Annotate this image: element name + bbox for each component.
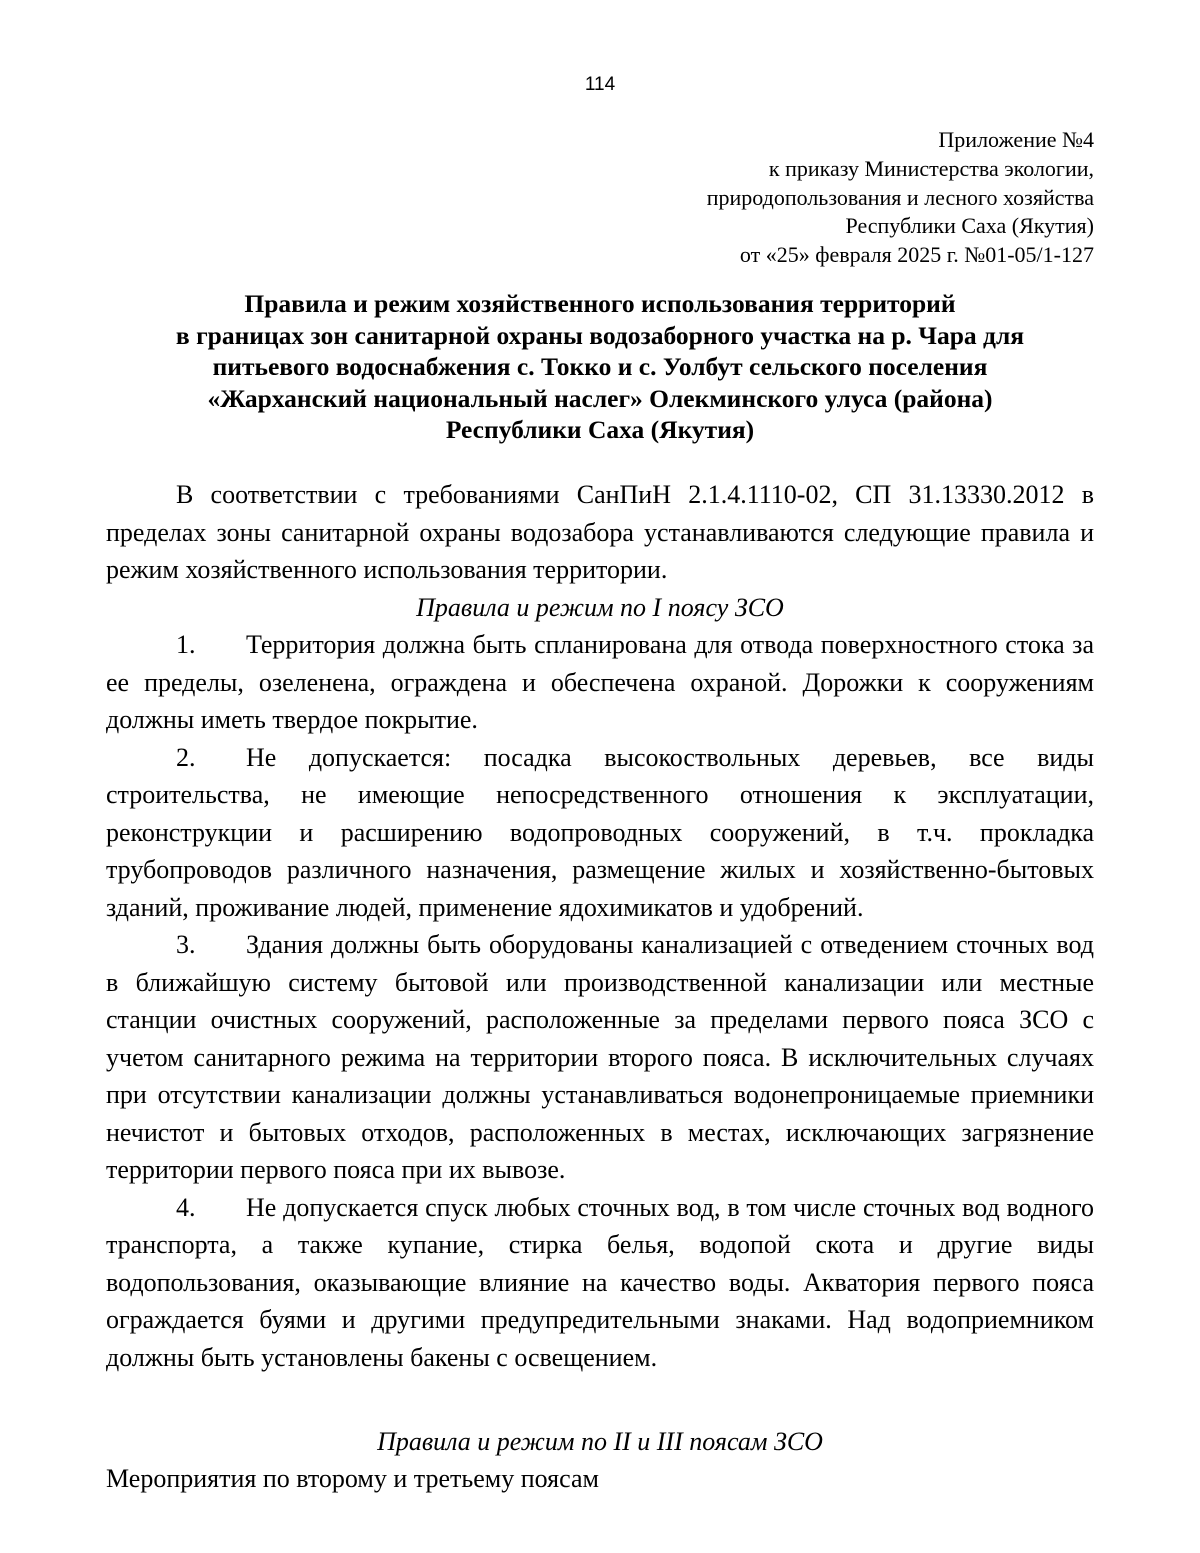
list-item: [106, 739, 1094, 927]
appendix-line: к приказу Министерства экологии,: [768, 155, 1094, 181]
document-body: [106, 476, 1094, 1376]
section-heading-zone-2-3: Правила и режим по II и III поясам ЗСО: [377, 1427, 823, 1456]
intro-paragraph: В соответствии с требованиями СанПиН 2.1.4.1110-02, СП 31.13330.2012 в пределах зоны санитарной охраны водозабора устанавливаются следующие правила и режим хозяйственного использования территории.: [106, 480, 1094, 584]
appendix-line: Республики Саха (Якутия): [845, 213, 1094, 239]
appendix-header: [707, 126, 1094, 270]
list-item: [106, 1189, 1094, 1377]
document-title: [106, 288, 1094, 446]
list-item: [106, 626, 1094, 739]
title-line: Правила и режим хозяйственного использования территорий: [244, 289, 956, 318]
item-number: 4.: [176, 1192, 196, 1222]
item-number: 1.: [176, 630, 196, 659]
appendix-line: Приложение №4: [938, 127, 1094, 152]
item-text: Не допускается: посадка высокоствольных деревьев, все виды строительства, не имеющие непосредственного отношения к эксплуатации, реконструкции и расширению водопроводных сооружений, в т.ч. прокладка трубопроводов различного назначения, размещение жилых и хозяйственно-бытовых зданий, проживание людей, применение ядохимикатов и удобрений.: [106, 742, 1094, 922]
appendix-line: природопользования и лесного хозяйства: [706, 184, 1094, 210]
list-item: [106, 926, 1094, 1189]
item-text: Не допускается спуск любых сточных вод, в том числе сточных вод водного транспорта, а также купание, стирка белья, водопой скота и другие виды водопользования, оказывающие влияние на качество воды. Акватория первого пояса ограждается буями и другими предупредительными знаками. Над водоприемником должны быть установлены бакены с освещением.: [106, 1192, 1094, 1372]
title-line: Республики Саха (Якутия): [445, 415, 755, 444]
title-line: в границах зон санитарной охраны водозаборного участка на р. Чара для: [175, 320, 1025, 350]
title-line: «Жарханский национальный наслег» Олекминского улуса (района): [207, 383, 993, 413]
section-heading-zone-1: Правила и режим по I поясу ЗСО: [416, 592, 784, 622]
appendix-line: от «25» февраля 2025 г. №01-05/1-127: [739, 242, 1094, 268]
item-number: 3.: [176, 930, 196, 959]
section-2-first-line: Мероприятия по второму и третьему поясам: [106, 1464, 599, 1493]
page-number: 114: [584, 74, 616, 95]
title-line: питьевого водоснабжения с. Токко и с. Уолбут сельского поселения: [212, 352, 988, 381]
item-text: Территория должна быть спланирована для отвода поверхностного стока за ее пределы, озеленена, ограждена и обеспечена охраной. Дорожки к сооружениям должны иметь твердое покрытие.: [106, 630, 1094, 734]
item-number: 2.: [176, 742, 196, 772]
item-text: Здания должны быть оборудованы канализацией с отведением сточных вод в ближайшую систему бытовой или производственной канализации или местные станции очистных сооружений, расположенные за пределами первого пояса ЗСО с учетом санитарного режима на территории второго пояса. В исключительных случаях при отсутствии канализации должны устанавливаться водонепроницаемые приемники нечистот и бытовых отходов, расположенных в местах, исключающих загрязнение территории первого пояса при их вывозе.: [106, 930, 1094, 1184]
